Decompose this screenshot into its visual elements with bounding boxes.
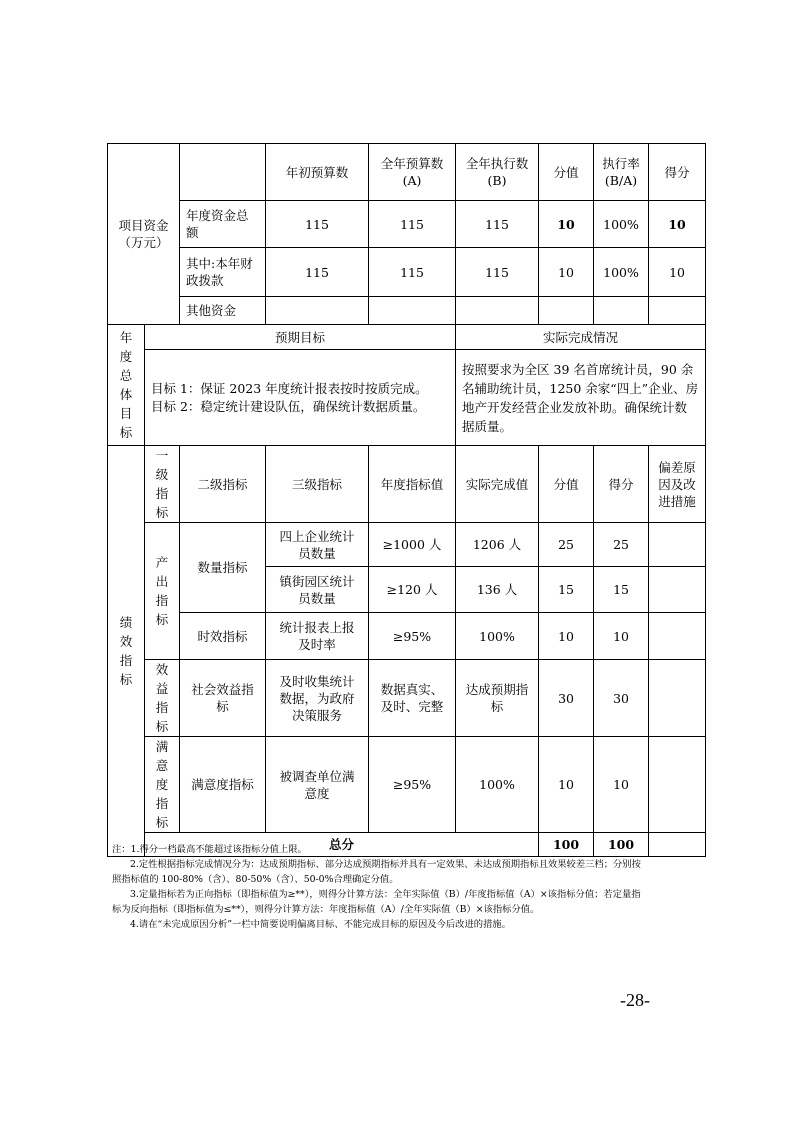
level1-benefit: 效益指标 (145, 660, 180, 737)
indicator-header: 得分 (594, 446, 649, 523)
target-value: ≥120 人 (369, 567, 456, 613)
funds-score (649, 297, 706, 325)
total-label: 总分 (145, 833, 539, 857)
level3: 统计报表上报及时率 (266, 613, 369, 660)
score-value: 15 (539, 567, 594, 613)
level1-satisfaction: 满意度指标 (145, 737, 180, 833)
level3: 被调查单位满意度 (266, 737, 369, 833)
footnote-line: 4.请在“未完成原因分析”一栏中简要说明偏离目标、不能完成目标的原因及今后改进的措施。 (130, 919, 511, 930)
target-value: ≥95% (369, 613, 456, 660)
funds-header: 分值 (539, 144, 594, 201)
deviation (649, 737, 706, 833)
funds-score-value: 10 (539, 201, 594, 248)
funds-initial: 115 (266, 248, 369, 297)
indicator-header: 分值 (539, 446, 594, 523)
indicator-row (108, 737, 706, 833)
indicator-header: 二级指标 (180, 446, 266, 523)
indicator-header: 偏差原因及改进措施 (649, 446, 706, 523)
funds-annual: 115 (369, 201, 456, 248)
funds-header: 执行率(B/A) (594, 144, 649, 201)
indicator-row (108, 613, 706, 660)
funds-annual (369, 297, 456, 325)
score: 10 (594, 613, 649, 660)
funds-initial (266, 297, 369, 325)
funds-row-label: 年度资金总额 (180, 201, 266, 248)
level3: 镇街园区统计员数量 (266, 567, 369, 613)
footnote-line: 2.定性根据指标完成情况分为：达成预期指标、部分达成预期指标并具有一定效果、未达成预期指标且效果较差三档；分别按 (130, 859, 641, 870)
level2: 社会效益指标 (180, 660, 266, 737)
level2: 满意度指标 (180, 737, 266, 833)
score: 15 (594, 567, 649, 613)
funds-row (108, 248, 706, 297)
funds-annual: 115 (369, 248, 456, 297)
funds-section-label: 项目资金（万元） (108, 144, 180, 325)
funds-score-value (539, 297, 594, 325)
total-score-value: 100 (539, 833, 594, 857)
footnote-line: 3.定量指标若为正向指标（即指标值为≥**），则得分计算方法：全年实际值（B）/年度指标值（A）×该指标分值；若定量指 (130, 889, 641, 900)
funds-executed (456, 297, 539, 325)
deviation (649, 613, 706, 660)
footnote-line: 照指标值的 100-80%（含）、80-50%（含）、50-0%合理确定分值。 (112, 874, 399, 885)
funds-header: 得分 (649, 144, 706, 201)
footnote-line: 注：1.得分一档最高不能超过该指标分值上限。 (112, 844, 307, 855)
funds-executed: 115 (456, 248, 539, 297)
actual-value: 100% (456, 613, 539, 660)
funds-header: 全年预算数(A) (369, 144, 456, 201)
indicator-row (108, 523, 706, 567)
level3: 及时收集统计数据，为政府决策服务 (266, 660, 369, 737)
target-value: ≥95% (369, 737, 456, 833)
footnote-line: 标为反向指标（即指标值为≤**），则得分计算方法：年度指标值（A）/全年实际值（B）×该指标分值。 (112, 904, 540, 915)
funds-row (108, 297, 706, 325)
indicator-row (108, 660, 706, 737)
actual-value: 100% (456, 737, 539, 833)
indicator-header: 实际完成值 (456, 446, 539, 523)
funds-row-label: 其他资金 (180, 297, 266, 325)
indicators-section-label: 绩效指标 (108, 446, 145, 857)
page-number: -28- (620, 990, 650, 1010)
goals-section-label: 年度总体目标 (108, 325, 145, 446)
funds-score-value: 10 (539, 248, 594, 297)
score-value: 25 (539, 523, 594, 567)
score: 25 (594, 523, 649, 567)
level2: 时效指标 (180, 613, 266, 660)
indicator-header: 年度指标值 (369, 446, 456, 523)
funds-rate (594, 297, 649, 325)
deviation (649, 660, 706, 737)
actual-completion-text: 按照要求为全区 39 名首席统计员，90 余名辅助统计员，1250 余家“四上”企业、房地产开发经营企业发放补助。确保统计数据质量。 (456, 350, 706, 446)
funds-header: 全年执行数(B) (456, 144, 539, 201)
actual-value: 136 人 (456, 567, 539, 613)
indicator-header: 三级指标 (266, 446, 369, 523)
funds-executed: 115 (456, 201, 539, 248)
funds-rate: 100% (594, 201, 649, 248)
level2: 数量指标 (180, 523, 266, 613)
actual-value: 1206 人 (456, 523, 539, 567)
expected-goal-header: 预期目标 (145, 325, 456, 350)
level1-output: 产出指标 (145, 523, 180, 660)
indicator-header: 一级指标 (145, 446, 180, 523)
total-score: 100 (594, 833, 649, 857)
actual-value: 达成预期指标 (456, 660, 539, 737)
funds-rate: 100% (594, 248, 649, 297)
funds-row-label: 其中:本年财政拨款 (180, 248, 266, 297)
score-value: 30 (539, 660, 594, 737)
expected-goal-text: 目标 1：保证 2023 年度统计报表按时按质完成。 目标 2：稳定统计建设队伍，确保统计数据质量。 (145, 350, 456, 446)
deviation (649, 567, 706, 613)
funds-row (108, 201, 706, 248)
footnotes (112, 842, 712, 932)
funds-header: 年初预算数 (266, 144, 369, 201)
funds-initial: 115 (266, 201, 369, 248)
performance-table (107, 143, 706, 857)
target-value: ≥1000 人 (369, 523, 456, 567)
score-value: 10 (539, 737, 594, 833)
score-value: 10 (539, 613, 594, 660)
level3: 四上企业统计员数量 (266, 523, 369, 567)
score: 10 (594, 737, 649, 833)
funds-score: 10 (649, 201, 706, 248)
actual-completion-header: 实际完成情况 (456, 325, 706, 350)
deviation (649, 523, 706, 567)
score: 30 (594, 660, 649, 737)
funds-header-blank (180, 144, 266, 201)
funds-score: 10 (649, 248, 706, 297)
target-value: 数据真实、及时、完整 (369, 660, 456, 737)
